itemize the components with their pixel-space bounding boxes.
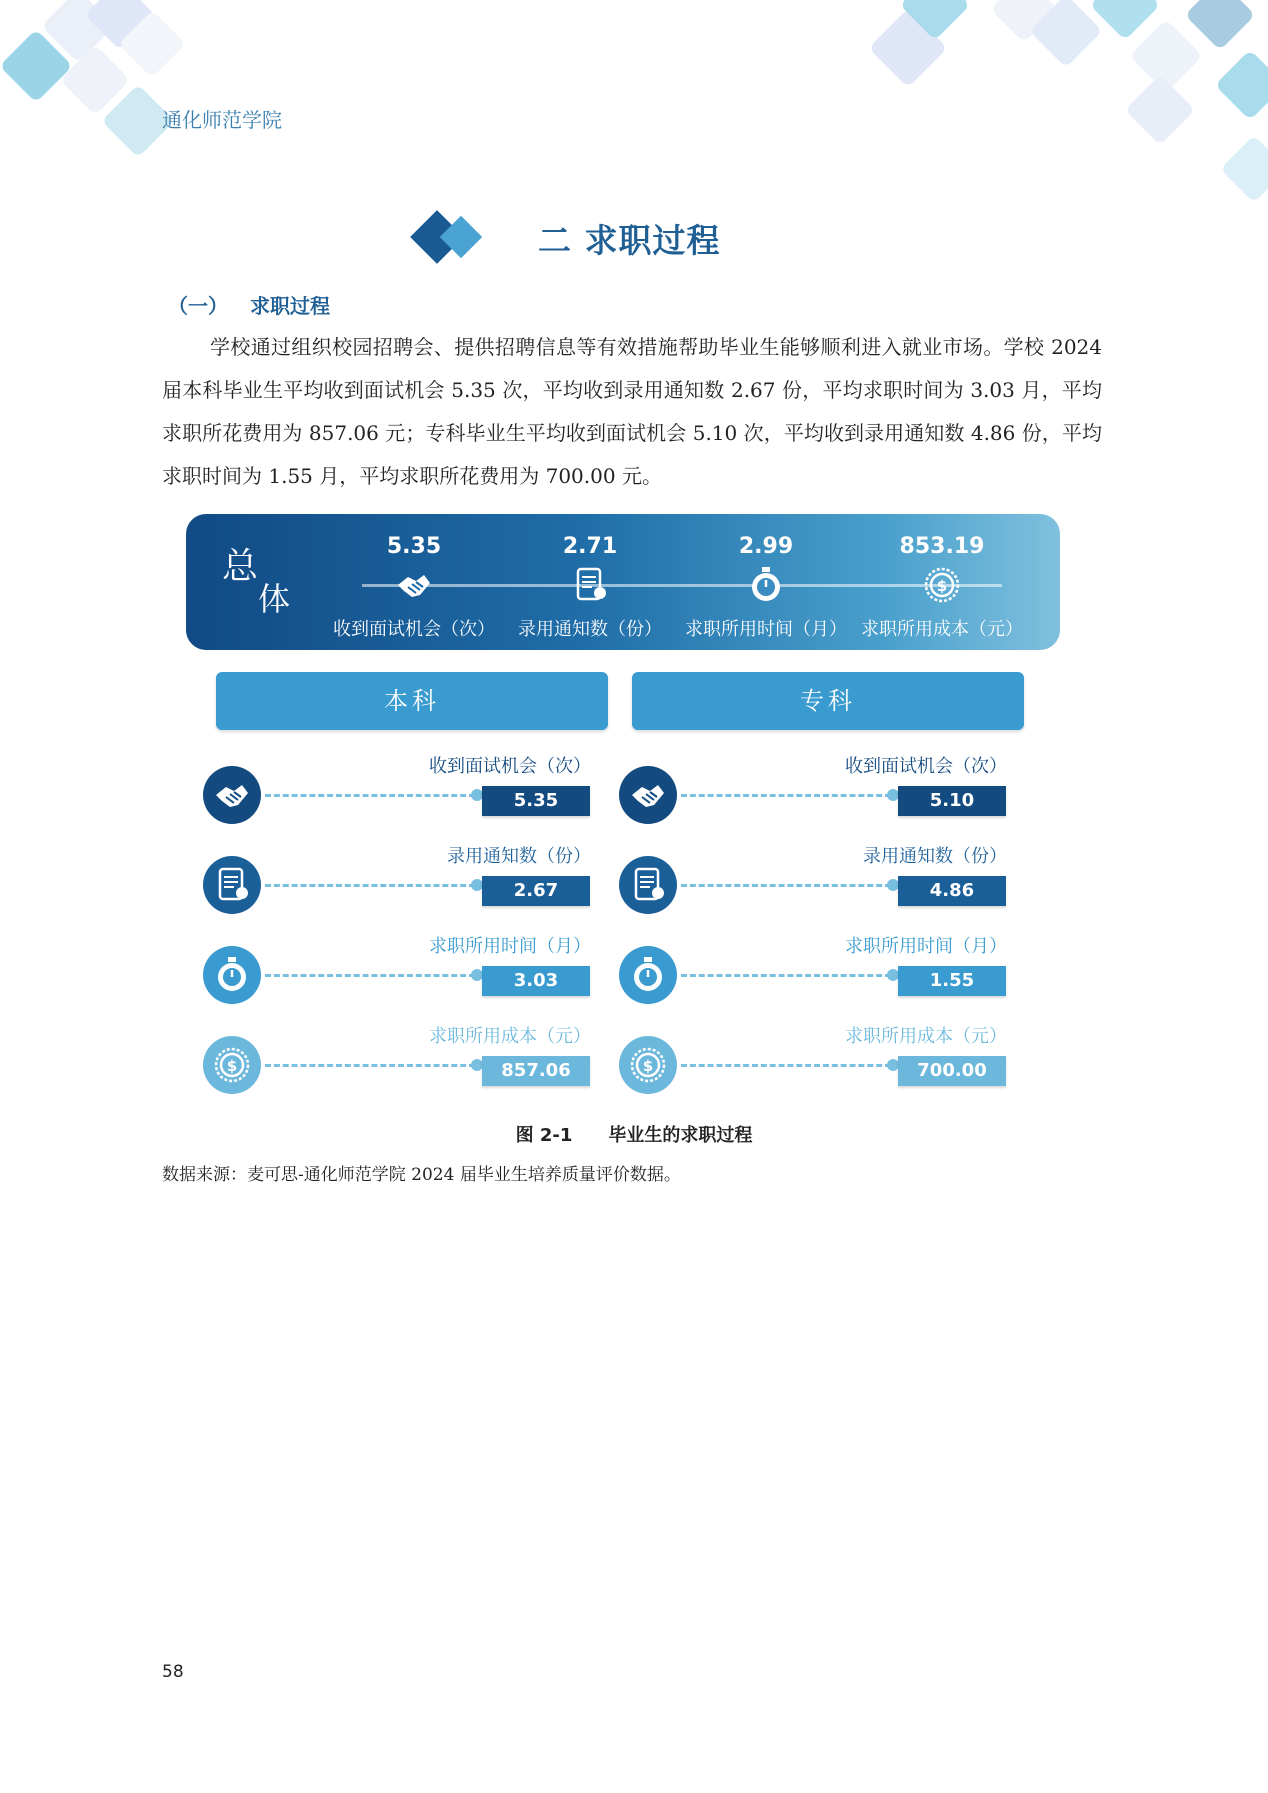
svg-text:$: $	[642, 1057, 654, 1075]
document-icon	[212, 865, 252, 905]
stat-value: 5.35	[386, 534, 442, 559]
row-dash	[681, 794, 891, 797]
stopwatch-icon	[746, 565, 786, 605]
stat-value: 2.71	[562, 534, 618, 559]
bachelor-row-time	[203, 932, 603, 1012]
associate-row-time	[619, 932, 1019, 1012]
row-label: 求职所用时间（月）	[429, 936, 591, 957]
associate-row-interviews	[619, 752, 1019, 832]
stopwatch-icon	[212, 955, 252, 995]
chapter-title: 二 求职过程	[538, 220, 721, 260]
stopwatch-icon	[628, 955, 668, 995]
row-dash	[681, 884, 891, 887]
page-number: 58	[162, 1662, 184, 1682]
row-dash	[681, 974, 891, 977]
school-name: 通化师范学院	[162, 108, 282, 132]
row-icon-circle	[203, 1036, 261, 1094]
row-dash	[265, 794, 475, 797]
overall-stat-offers	[502, 534, 678, 641]
row-icon-circle	[619, 1036, 677, 1094]
svg-text:$: $	[226, 1057, 238, 1075]
row-dash	[265, 1064, 475, 1067]
stat-label: 收到面试机会（次）	[333, 619, 495, 640]
row-dash	[681, 1064, 891, 1067]
row-label: 录用通知数（份）	[863, 846, 1007, 867]
handshake-icon	[212, 775, 252, 815]
row-icon-circle	[619, 856, 677, 914]
paragraph-text: 学校通过组织校园招聘会、提供招聘信息等有效措施帮助毕业生能够顺利进入就业市场。学校 2024 届本科毕业生平均收到面试机会 5.35 次，平均收到录用通知数 2.67 份，平均求职时间为 3.03 月，平均求职所花费用为 857.06 元；专科毕业生平均收到面试机会 5.10 次，平均收到录用通知数 4.86 份，平均求职时间为 1.55 月，平均求职所花费用为 700.00 元。	[162, 335, 1102, 488]
row-label: 收到面试机会（次）	[845, 756, 1007, 777]
dollar-coin-icon	[212, 1045, 252, 1085]
dollar-coin-icon	[922, 565, 962, 605]
row-label: 录用通知数（份）	[447, 846, 591, 867]
row-value: 3.03	[482, 966, 590, 996]
handshake-icon	[394, 565, 434, 605]
associate-header: 专科	[632, 672, 1024, 730]
dollar-coin-icon	[628, 1045, 668, 1085]
stat-label: 录用通知数（份）	[518, 619, 662, 640]
overall-banner	[186, 514, 1060, 650]
svg-text:$: $	[936, 577, 948, 595]
row-value: 5.10	[898, 786, 1006, 816]
data-source-note: 数据来源：麦可思-通化师范学院 2024 届毕业生培养质量评价数据。	[162, 1165, 681, 1185]
overall-label-1: 总	[222, 546, 259, 587]
figure-title: 毕业生的求职过程	[608, 1125, 753, 1146]
body-paragraph	[162, 326, 1102, 498]
row-dash	[265, 884, 475, 887]
associate-row-offers	[619, 842, 1019, 922]
row-icon-circle	[619, 946, 677, 1004]
row-value: 2.67	[482, 876, 590, 906]
row-icon-circle	[203, 766, 261, 824]
figure-number: 图 2-1	[515, 1125, 573, 1146]
bachelor-row-interviews	[203, 752, 603, 832]
document-icon	[628, 865, 668, 905]
row-label: 求职所用成本（元）	[429, 1026, 591, 1047]
figure-caption	[0, 1121, 1268, 1147]
bachelor-header: 本科	[216, 672, 608, 730]
overall-label-2: 体	[258, 580, 291, 618]
section-number: （一）	[168, 294, 228, 318]
row-value: 700.00	[898, 1056, 1006, 1086]
row-label: 求职所用成本（元）	[845, 1026, 1007, 1047]
section-title: 求职过程	[250, 294, 330, 318]
diamond-icon	[410, 208, 500, 268]
overall-stat-cost	[854, 534, 1030, 641]
row-label: 求职所用时间（月）	[845, 936, 1007, 957]
bachelor-row-offers	[203, 842, 603, 922]
row-dash	[265, 974, 475, 977]
associate-row-cost	[619, 1022, 1019, 1102]
stat-label: 求职所用成本（元）	[861, 619, 1023, 640]
row-value: 1.55	[898, 966, 1006, 996]
overall-stat-interviews	[326, 534, 502, 641]
row-icon-circle	[203, 856, 261, 914]
stat-label: 求职所用时间（月）	[685, 619, 847, 640]
section-heading	[168, 290, 330, 319]
stat-value: 853.19	[899, 534, 985, 559]
row-icon-circle	[619, 766, 677, 824]
stat-value: 2.99	[738, 534, 794, 559]
row-value: 5.35	[482, 786, 590, 816]
row-value: 857.06	[482, 1056, 590, 1086]
bachelor-row-cost	[203, 1022, 603, 1102]
row-value: 4.86	[898, 876, 1006, 906]
chapter-heading	[410, 208, 721, 268]
row-label: 收到面试机会（次）	[429, 756, 591, 777]
row-icon-circle	[203, 946, 261, 1004]
overall-stat-time	[678, 534, 854, 641]
handshake-icon	[628, 775, 668, 815]
document-icon	[570, 565, 610, 605]
